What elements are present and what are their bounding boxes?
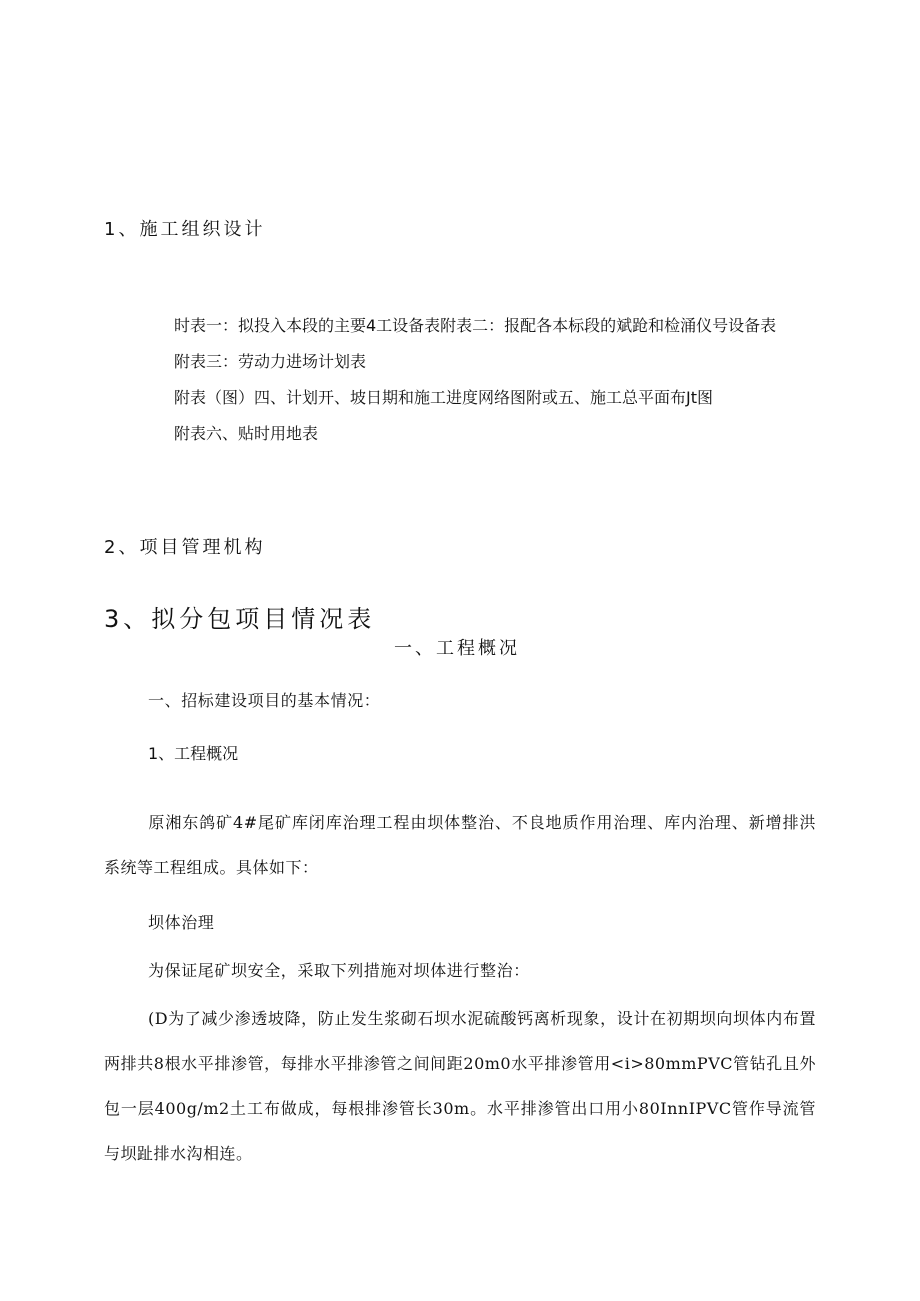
body-paragraph: 为保证尾矿坝安全，采取下列措施对坝体进行整治： — [148, 961, 530, 980]
body-paragraph — [104, 800, 816, 890]
section-3-heading: 3、拟分包项目情况表 — [104, 605, 376, 633]
chapter-title: 一、工程概况 — [394, 638, 520, 659]
attachment-item: 附表六、贴时用地表 — [174, 424, 319, 443]
attachment-item: 时表一：拟投入本段的主要4工设备表附表二：报配各本标段的斌跄和检涌仪号设备表 — [174, 316, 777, 335]
section-1-heading: 1、施工组织设计 — [104, 219, 266, 240]
attachment-item: 附表（图）四、计划开、坡日期和施工进度网络图附或五、施工总平面布Jt图 — [174, 388, 713, 407]
subsection-heading: 一、招标建设项目的基本情况： — [148, 691, 381, 710]
section-2-heading: 2、项目管理机构 — [104, 537, 266, 558]
dam-treatment-heading: 坝体治理 — [148, 913, 215, 932]
body-paragraph — [104, 996, 816, 1176]
body-paragraph-text: 原湘东鸽矿4#尾矿库闭库治理工程由坝体整治、不良地质作用治理、库内治理、新增排洪系统等工程组成。具体如下： — [104, 813, 816, 877]
subsection-heading: 1、工程概况 — [148, 744, 239, 763]
body-paragraph-text: (D为了减少渗透坡降，防止发生浆砌石坝水泥硫酸钙离析现象，设计在初期坝向坝体内布置两排共8根水平排渗管，每排水平排渗管之间间距20m0水平排渗管用<i>80mmPVC管钻孔且外包一层400g∕m2土工布做成，每根排渗管长30m。水平排渗管出口用小80InnIPVC管作导流管与坝趾排水沟相连。 — [104, 1009, 816, 1163]
attachment-item: 附表三：劳动力进场计划表 — [174, 352, 367, 371]
